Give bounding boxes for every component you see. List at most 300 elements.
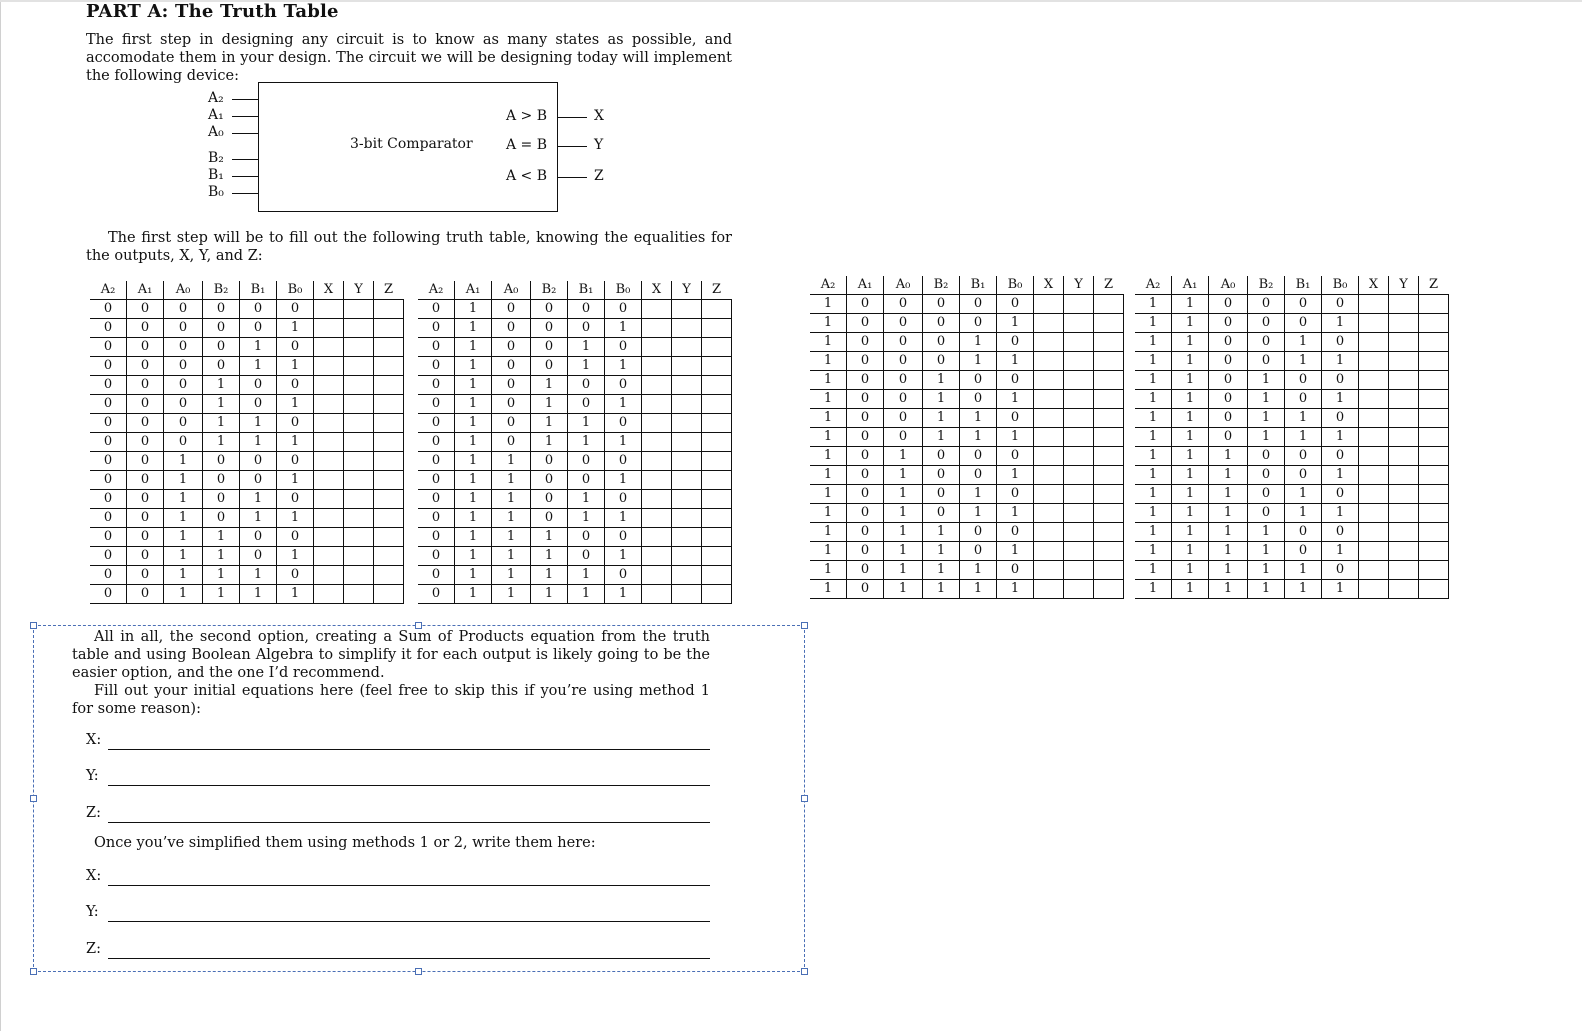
column-header: A₀ bbox=[164, 281, 203, 300]
output-cell-z[interactable] bbox=[702, 566, 732, 585]
output-cell-x[interactable] bbox=[314, 338, 344, 357]
output-cell-x[interactable] bbox=[1034, 314, 1064, 333]
input-cell: 0 bbox=[847, 352, 884, 371]
output-cell-y[interactable] bbox=[344, 471, 374, 490]
input-cell: 0 bbox=[492, 338, 531, 357]
output-cell-y[interactable] bbox=[1389, 295, 1419, 314]
equation-answer-box[interactable] bbox=[33, 625, 805, 972]
output-cell-z[interactable] bbox=[1094, 580, 1124, 599]
input-cell: 0 bbox=[960, 371, 997, 390]
output-cell-z[interactable] bbox=[702, 509, 732, 528]
output-cell-y[interactable] bbox=[1064, 580, 1094, 599]
output-cell-y[interactable] bbox=[1064, 523, 1094, 542]
truth-table-row bbox=[90, 566, 403, 585]
input-cell: 0 bbox=[418, 433, 455, 452]
output-cell-z[interactable] bbox=[374, 319, 404, 338]
output-cell-z[interactable] bbox=[702, 452, 732, 471]
output-cell-z[interactable] bbox=[702, 433, 732, 452]
input-cell: 0 bbox=[1285, 371, 1322, 390]
output-cell-x[interactable] bbox=[314, 395, 344, 414]
answer-line[interactable] bbox=[108, 958, 710, 959]
output-cell-y[interactable] bbox=[1389, 466, 1419, 485]
output-cell-z[interactable] bbox=[374, 433, 404, 452]
output-cell-z[interactable] bbox=[1094, 409, 1124, 428]
output-cell-y[interactable] bbox=[344, 376, 374, 395]
input-cell: 0 bbox=[164, 376, 203, 395]
input-cell: 0 bbox=[847, 314, 884, 333]
truth-table-row bbox=[1135, 352, 1448, 371]
truth-table-row bbox=[418, 566, 731, 585]
output-cell-y[interactable] bbox=[1389, 504, 1419, 523]
column-header: A₂ bbox=[1135, 276, 1172, 295]
input-cell: 0 bbox=[847, 390, 884, 409]
output-cell-x[interactable] bbox=[642, 490, 672, 509]
output-cell-z[interactable] bbox=[702, 376, 732, 395]
output-cell-y[interactable] bbox=[1064, 447, 1094, 466]
output-cell-z[interactable] bbox=[702, 357, 732, 376]
output-cell-x[interactable] bbox=[314, 300, 344, 319]
output-cell-y[interactable] bbox=[672, 490, 702, 509]
input-cell: 0 bbox=[997, 523, 1034, 542]
output-cell-x[interactable] bbox=[1034, 428, 1064, 447]
output-cell-y[interactable] bbox=[672, 376, 702, 395]
output-cell-z[interactable] bbox=[1419, 485, 1449, 504]
initial-x-field[interactable] bbox=[86, 732, 710, 750]
output-cell-y[interactable] bbox=[344, 300, 374, 319]
output-cell-z[interactable] bbox=[374, 452, 404, 471]
truth-table-row bbox=[418, 452, 731, 471]
output-cell-y[interactable] bbox=[1389, 447, 1419, 466]
answer-line[interactable] bbox=[108, 921, 710, 922]
input-cell: 0 bbox=[277, 338, 314, 357]
output-cell-z[interactable] bbox=[1094, 390, 1124, 409]
input-cell: 1 bbox=[492, 509, 531, 528]
output-cell-y[interactable] bbox=[672, 414, 702, 433]
output-cell-x[interactable] bbox=[642, 376, 672, 395]
resize-handle-top-right[interactable] bbox=[801, 622, 808, 629]
output-cell-x[interactable] bbox=[1359, 466, 1389, 485]
answer-line[interactable] bbox=[108, 749, 710, 750]
simplified-x-field[interactable] bbox=[86, 868, 710, 886]
output-cell-z[interactable] bbox=[1419, 447, 1449, 466]
output-cell-y[interactable] bbox=[344, 338, 374, 357]
output-cell-z[interactable] bbox=[702, 338, 732, 357]
input-cell: 0 bbox=[1285, 542, 1322, 561]
output-cell-z[interactable] bbox=[1419, 561, 1449, 580]
output-cell-y[interactable] bbox=[672, 319, 702, 338]
output-cell-x[interactable] bbox=[1359, 447, 1389, 466]
output-cell-y[interactable] bbox=[1064, 295, 1094, 314]
output-cell-x[interactable] bbox=[1359, 428, 1389, 447]
output-cell-y[interactable] bbox=[672, 509, 702, 528]
output-cell-z[interactable] bbox=[1419, 371, 1449, 390]
output-cell-y[interactable] bbox=[344, 585, 374, 604]
output-cell-x[interactable] bbox=[314, 414, 344, 433]
output-cell-x[interactable] bbox=[642, 433, 672, 452]
output-cell-z[interactable] bbox=[374, 300, 404, 319]
input-cell: 1 bbox=[455, 433, 492, 452]
comparator-diagram bbox=[196, 82, 626, 212]
output-cell-z[interactable] bbox=[1419, 409, 1449, 428]
output-cell-z[interactable] bbox=[1094, 295, 1124, 314]
truth-table-row bbox=[1135, 561, 1448, 580]
output-cell-y[interactable] bbox=[1064, 504, 1094, 523]
input-cell: 1 bbox=[1322, 352, 1359, 371]
output-cell-z[interactable] bbox=[374, 338, 404, 357]
output-cell-y[interactable] bbox=[1389, 542, 1419, 561]
input-cell: 0 bbox=[1209, 428, 1248, 447]
output-cell-x[interactable] bbox=[1034, 447, 1064, 466]
output-cell-x[interactable] bbox=[642, 338, 672, 357]
input-cell: 1 bbox=[492, 452, 531, 471]
output-cell-z[interactable] bbox=[702, 414, 732, 433]
input-cell: 1 bbox=[884, 561, 923, 580]
output-cell-y[interactable] bbox=[1064, 314, 1094, 333]
input-cell: 0 bbox=[884, 352, 923, 371]
input-cell: 0 bbox=[90, 490, 127, 509]
input-wire bbox=[232, 116, 258, 117]
input-cell: 1 bbox=[1135, 390, 1172, 409]
output-cell-z[interactable] bbox=[1094, 542, 1124, 561]
output-cell-x[interactable] bbox=[1359, 371, 1389, 390]
input-cell: 1 bbox=[455, 471, 492, 490]
output-cell-x[interactable] bbox=[314, 433, 344, 452]
input-cell: 1 bbox=[1285, 409, 1322, 428]
input-cell: 1 bbox=[1135, 580, 1172, 599]
output-cell-z[interactable] bbox=[702, 585, 732, 604]
output-cell-z[interactable] bbox=[1094, 352, 1124, 371]
output-cell-x[interactable] bbox=[1359, 580, 1389, 599]
output-cell-x[interactable] bbox=[642, 300, 672, 319]
output-cell-x[interactable] bbox=[1034, 485, 1064, 504]
output-cell-y[interactable] bbox=[672, 547, 702, 566]
input-cell: 0 bbox=[605, 566, 642, 585]
input-cell: 1 bbox=[277, 585, 314, 604]
output-cell-x[interactable] bbox=[642, 509, 672, 528]
output-cell-z[interactable] bbox=[374, 528, 404, 547]
output-cell-x[interactable] bbox=[642, 528, 672, 547]
output-cell-z[interactable] bbox=[1419, 466, 1449, 485]
output-cell-y[interactable] bbox=[1064, 542, 1094, 561]
output-cell-y[interactable] bbox=[344, 414, 374, 433]
output-cell-y[interactable] bbox=[344, 566, 374, 585]
output-cell-x[interactable] bbox=[1359, 314, 1389, 333]
output-cell-y[interactable] bbox=[1389, 561, 1419, 580]
truth-table-row bbox=[1135, 504, 1448, 523]
answer-line[interactable] bbox=[108, 885, 710, 886]
column-header: A₂ bbox=[418, 281, 455, 300]
input-cell: 0 bbox=[418, 395, 455, 414]
output-cell-x[interactable] bbox=[1359, 561, 1389, 580]
input-cell: 1 bbox=[923, 371, 960, 390]
output-cell-x[interactable] bbox=[1359, 390, 1389, 409]
output-cell-z[interactable] bbox=[1094, 485, 1124, 504]
resize-handle-bottom-right[interactable] bbox=[801, 968, 808, 975]
truth-table-row bbox=[418, 319, 731, 338]
column-header: A₁ bbox=[455, 281, 492, 300]
input-cell: 1 bbox=[997, 466, 1034, 485]
truth-table-row bbox=[810, 466, 1123, 485]
output-cell-x[interactable] bbox=[314, 528, 344, 547]
output-cell-z[interactable] bbox=[374, 357, 404, 376]
input-cell: 0 bbox=[164, 338, 203, 357]
resize-handle-bottom-left[interactable] bbox=[30, 968, 37, 975]
simplified-y-field[interactable] bbox=[86, 904, 710, 922]
output-cell-z[interactable] bbox=[374, 566, 404, 585]
input-cell: 0 bbox=[923, 352, 960, 371]
output-cell-z[interactable] bbox=[374, 509, 404, 528]
output-cell-x[interactable] bbox=[1034, 371, 1064, 390]
output-cell-y[interactable] bbox=[344, 319, 374, 338]
output-cell-x[interactable] bbox=[314, 357, 344, 376]
input-cell: 1 bbox=[960, 504, 997, 523]
output-cell-z[interactable] bbox=[1094, 447, 1124, 466]
output-cell-z[interactable] bbox=[374, 585, 404, 604]
output-cell-z[interactable] bbox=[1419, 333, 1449, 352]
input-wire bbox=[232, 176, 258, 177]
output-cell-z[interactable] bbox=[374, 490, 404, 509]
input-cell: 0 bbox=[1248, 314, 1285, 333]
output-cell-x[interactable] bbox=[314, 319, 344, 338]
truth-table-row bbox=[418, 414, 731, 433]
output-cell-x[interactable] bbox=[1359, 409, 1389, 428]
output-cell-y[interactable] bbox=[672, 357, 702, 376]
output-cell-y[interactable] bbox=[1389, 371, 1419, 390]
output-cell-x[interactable] bbox=[1034, 333, 1064, 352]
step1-paragraph: The first step will be to fill out the following truth table, knowing the equalities for the outputs, X, Y, and Z: bbox=[86, 230, 732, 264]
input-cell: 0 bbox=[277, 452, 314, 471]
output-cell-z[interactable] bbox=[1094, 561, 1124, 580]
output-cell-y[interactable] bbox=[344, 357, 374, 376]
output-cell-x[interactable] bbox=[1359, 295, 1389, 314]
output-cell-x[interactable] bbox=[314, 452, 344, 471]
output-cell-y[interactable] bbox=[1389, 314, 1419, 333]
output-cell-z[interactable] bbox=[1419, 352, 1449, 371]
output-cell-y[interactable] bbox=[672, 300, 702, 319]
output-cell-y[interactable] bbox=[1064, 371, 1094, 390]
output-cell-z[interactable] bbox=[374, 395, 404, 414]
output-cell-x[interactable] bbox=[1034, 409, 1064, 428]
output-cell-y[interactable] bbox=[344, 509, 374, 528]
truth-table-header-row bbox=[90, 281, 403, 300]
output-cell-x[interactable] bbox=[642, 414, 672, 433]
output-cell-x[interactable] bbox=[642, 547, 672, 566]
answer-line[interactable] bbox=[108, 822, 710, 823]
input-cell: 1 bbox=[1248, 428, 1285, 447]
output-cell-z[interactable] bbox=[1094, 523, 1124, 542]
output-cell-y[interactable] bbox=[1389, 390, 1419, 409]
initial-z-field[interactable] bbox=[86, 805, 710, 823]
output-cell-y[interactable] bbox=[672, 471, 702, 490]
output-cell-y[interactable] bbox=[672, 528, 702, 547]
output-cell-y[interactable] bbox=[672, 433, 702, 452]
output-cell-z[interactable] bbox=[702, 319, 732, 338]
output-cell-x[interactable] bbox=[314, 566, 344, 585]
output-cell-x[interactable] bbox=[1034, 504, 1064, 523]
output-cell-y[interactable] bbox=[344, 547, 374, 566]
output-cell-x[interactable] bbox=[1359, 333, 1389, 352]
output-cell-z[interactable] bbox=[1094, 504, 1124, 523]
input-cell: 1 bbox=[1248, 390, 1285, 409]
input-cell: 1 bbox=[1135, 333, 1172, 352]
output-cell-z[interactable] bbox=[702, 471, 732, 490]
output-cell-y[interactable] bbox=[1389, 580, 1419, 599]
output-cell-y[interactable] bbox=[344, 490, 374, 509]
input-cell: 0 bbox=[203, 509, 240, 528]
input-cell: 1 bbox=[240, 566, 277, 585]
input-cell: 0 bbox=[203, 357, 240, 376]
output-cell-x[interactable] bbox=[642, 357, 672, 376]
output-cell-y[interactable] bbox=[1389, 428, 1419, 447]
resize-handle-left[interactable] bbox=[30, 795, 37, 802]
input-cell: 0 bbox=[1322, 447, 1359, 466]
output-cell-x[interactable] bbox=[642, 566, 672, 585]
output-cell-x[interactable] bbox=[642, 585, 672, 604]
input-cell: 0 bbox=[997, 295, 1034, 314]
output-cell-z[interactable] bbox=[702, 300, 732, 319]
input-cell: 1 bbox=[1322, 466, 1359, 485]
output-cell-y[interactable] bbox=[344, 395, 374, 414]
output-cell-z[interactable] bbox=[374, 376, 404, 395]
output-cell-z[interactable] bbox=[374, 471, 404, 490]
output-cell-x[interactable] bbox=[314, 509, 344, 528]
output-cell-x[interactable] bbox=[1034, 466, 1064, 485]
output-cell-z[interactable] bbox=[1419, 314, 1449, 333]
output-cell-x[interactable] bbox=[1034, 580, 1064, 599]
output-cell-x[interactable] bbox=[1359, 523, 1389, 542]
output-cell-y[interactable] bbox=[672, 395, 702, 414]
answer-line[interactable] bbox=[108, 785, 710, 786]
input-cell: 1 bbox=[568, 585, 605, 604]
output-cell-y[interactable] bbox=[1064, 352, 1094, 371]
output-cell-y[interactable] bbox=[1389, 333, 1419, 352]
input-cell: 0 bbox=[90, 300, 127, 319]
output-cell-y[interactable] bbox=[1389, 485, 1419, 504]
resize-handle-bottom[interactable] bbox=[415, 968, 422, 975]
output-cell-y[interactable] bbox=[672, 566, 702, 585]
input-cell: 0 bbox=[1322, 561, 1359, 580]
input-cell: 1 bbox=[810, 390, 847, 409]
output-cell-y[interactable] bbox=[1064, 561, 1094, 580]
output-cell-y[interactable] bbox=[1389, 523, 1419, 542]
input-cell: 1 bbox=[923, 390, 960, 409]
output-cell-x[interactable] bbox=[1034, 390, 1064, 409]
input-cell: 1 bbox=[923, 580, 960, 599]
output-cell-y[interactable] bbox=[672, 452, 702, 471]
input-cell: 1 bbox=[1248, 371, 1285, 390]
input-cell: 1 bbox=[277, 547, 314, 566]
output-cell-y[interactable] bbox=[672, 585, 702, 604]
output-cell-y[interactable] bbox=[344, 433, 374, 452]
output-cell-z[interactable] bbox=[1419, 390, 1449, 409]
input-cell: 0 bbox=[1248, 485, 1285, 504]
output-cell-z[interactable] bbox=[374, 414, 404, 433]
output-cell-z[interactable] bbox=[1419, 523, 1449, 542]
output-cell-y[interactable] bbox=[1389, 409, 1419, 428]
output-cell-x[interactable] bbox=[1034, 542, 1064, 561]
input-cell: 0 bbox=[127, 490, 164, 509]
output-cell-y[interactable] bbox=[672, 338, 702, 357]
output-cell-z[interactable] bbox=[1419, 295, 1449, 314]
output-cell-z[interactable] bbox=[1419, 580, 1449, 599]
input-cell: 0 bbox=[90, 433, 127, 452]
truth-table-row bbox=[1135, 428, 1448, 447]
output-cell-y[interactable] bbox=[1064, 466, 1094, 485]
input-cell: 1 bbox=[810, 580, 847, 599]
output-cell-x[interactable] bbox=[1359, 504, 1389, 523]
output-wire bbox=[557, 146, 587, 147]
truth-table-row bbox=[810, 295, 1123, 314]
output-cell-x[interactable] bbox=[1359, 485, 1389, 504]
initial-y-field[interactable] bbox=[86, 768, 710, 786]
output-cell-z[interactable] bbox=[1094, 428, 1124, 447]
output-cell-x[interactable] bbox=[1359, 542, 1389, 561]
input-cell: 0 bbox=[90, 338, 127, 357]
output-cell-x[interactable] bbox=[1034, 561, 1064, 580]
output-cell-z[interactable] bbox=[1094, 333, 1124, 352]
output-cell-z[interactable] bbox=[702, 395, 732, 414]
output-cell-z[interactable] bbox=[1094, 371, 1124, 390]
output-cell-y[interactable] bbox=[344, 528, 374, 547]
input-cell: 1 bbox=[960, 561, 997, 580]
output-cell-y[interactable] bbox=[1064, 485, 1094, 504]
column-header: B₁ bbox=[1285, 276, 1322, 295]
output-cell-x[interactable] bbox=[642, 452, 672, 471]
output-cell-x[interactable] bbox=[642, 395, 672, 414]
input-cell: 0 bbox=[997, 561, 1034, 580]
output-cell-z[interactable] bbox=[1419, 504, 1449, 523]
output-cell-x[interactable] bbox=[1034, 523, 1064, 542]
output-cell-x[interactable] bbox=[314, 547, 344, 566]
input-cell: 1 bbox=[1285, 580, 1322, 599]
output-cell-x[interactable] bbox=[314, 490, 344, 509]
part-title: PART A: The Truth Table bbox=[86, 1, 339, 22]
output-cell-x[interactable] bbox=[1359, 352, 1389, 371]
output-cell-z[interactable] bbox=[702, 528, 732, 547]
input-cell: 0 bbox=[90, 319, 127, 338]
output-cell-x[interactable] bbox=[642, 471, 672, 490]
output-cell-x[interactable] bbox=[642, 319, 672, 338]
output-cell-x[interactable] bbox=[314, 585, 344, 604]
output-cell-y[interactable] bbox=[1064, 390, 1094, 409]
output-cell-y[interactable] bbox=[1064, 333, 1094, 352]
output-cell-x[interactable] bbox=[1034, 352, 1064, 371]
output-cell-z[interactable] bbox=[1094, 466, 1124, 485]
output-cell-x[interactable] bbox=[314, 471, 344, 490]
simplified-z-field[interactable] bbox=[86, 941, 710, 959]
output-cell-y[interactable] bbox=[1064, 409, 1094, 428]
resize-handle-top-left[interactable] bbox=[30, 622, 37, 629]
input-cell: 0 bbox=[127, 528, 164, 547]
output-cell-y[interactable] bbox=[1064, 428, 1094, 447]
input-cell: 0 bbox=[960, 542, 997, 561]
input-cell: 1 bbox=[810, 352, 847, 371]
output-cell-y[interactable] bbox=[1389, 352, 1419, 371]
output-cell-z[interactable] bbox=[1094, 314, 1124, 333]
input-label-a2: A₂ bbox=[208, 90, 224, 106]
output-cell-z[interactable] bbox=[702, 490, 732, 509]
output-cell-z[interactable] bbox=[374, 547, 404, 566]
output-cell-y[interactable] bbox=[344, 452, 374, 471]
output-cell-z[interactable] bbox=[1419, 428, 1449, 447]
output-cell-z[interactable] bbox=[702, 547, 732, 566]
output-cell-x[interactable] bbox=[314, 376, 344, 395]
resize-handle-right[interactable] bbox=[801, 795, 808, 802]
input-cell: 1 bbox=[164, 490, 203, 509]
output-cell-x[interactable] bbox=[1034, 295, 1064, 314]
output-cell-z[interactable] bbox=[1419, 542, 1449, 561]
simplified-y-label: Y: bbox=[86, 904, 99, 920]
